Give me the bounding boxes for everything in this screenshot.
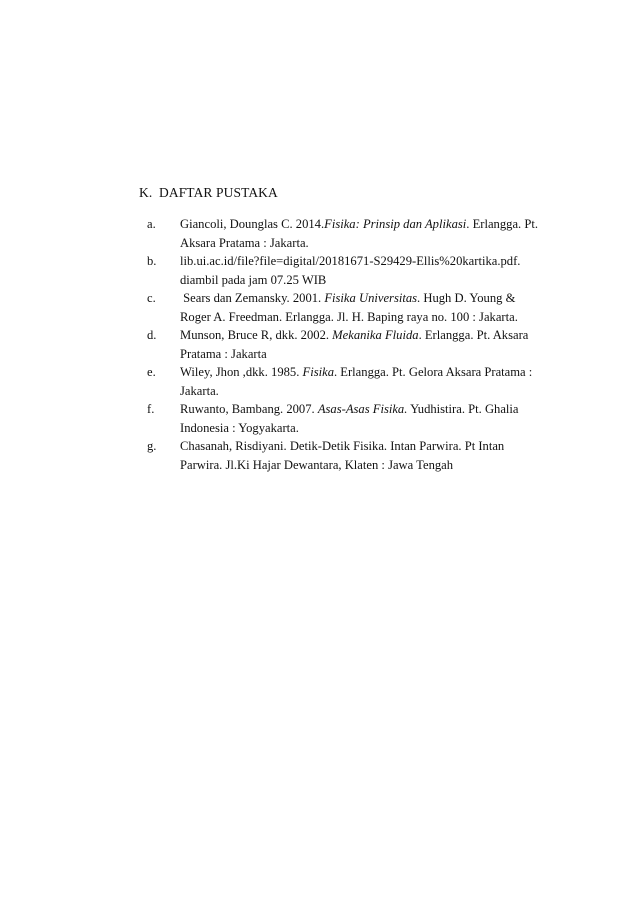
reference-author-year: Wiley, Jhon ,dkk. 1985. (180, 365, 303, 379)
reference-line: diambil pada jam 07.25 WIB (180, 272, 327, 287)
reference-line (180, 326, 559, 345)
reference-item-e (139, 363, 559, 400)
reference-title: Asas-Asas Fisika. (317, 402, 408, 416)
reference-item-a (139, 215, 559, 252)
reference-author-year: Giancoli, Dounglas C. 2014. (180, 217, 325, 231)
reference-line: Pratama : Jakarta (180, 346, 267, 361)
reference-line: Aksara Pratama : Jakarta. (180, 235, 309, 250)
reference-item-g (139, 437, 559, 474)
reference-letter: d. (147, 328, 157, 342)
reference-title: Mekanika Fluida (332, 328, 419, 342)
reference-list (139, 215, 559, 474)
reference-letter: b. (147, 254, 157, 268)
reference-item-c (139, 289, 559, 326)
reference-text (167, 215, 559, 252)
reference-author-year: Munson, Bruce R, dkk. 2002. (180, 328, 333, 342)
reference-line: lib.ui.ac.id/file?file=digital/20181671-S29429-Ellis%20kartika.pdf. (180, 254, 521, 268)
reference-item-b (139, 252, 559, 289)
reference-letter: f. (147, 402, 155, 416)
reference-text (167, 252, 559, 289)
reference-letter: g. (147, 439, 157, 453)
reference-author-year: Sears dan Zemansky. 2001. (180, 291, 325, 305)
reference-publisher: . Erlangga. Pt. Gelora Aksara Pratama : (334, 365, 533, 379)
reference-publisher: Yudhistira. Pt. Ghalia (407, 402, 519, 416)
reference-publisher: . Hugh D. Young & (417, 291, 516, 305)
reference-line: Roger A. Freedman. Erlangga. Jl. H. Baping raya no. 100 : Jakarta. (180, 309, 518, 324)
reference-title: Fisika Universitas (324, 291, 418, 305)
reference-line: Jakarta. (180, 383, 219, 398)
reference-line: Parwira. Jl.Ki Hajar Dewantara, Klaten : Jawa Tengah (180, 457, 454, 472)
reference-text (167, 289, 559, 326)
reference-letter: c. (147, 291, 156, 305)
section-heading (139, 183, 559, 203)
reference-text (167, 326, 559, 363)
reference-letter: a. (147, 217, 156, 231)
reference-title: Fisika (302, 365, 334, 379)
reference-line: Indonesia : Yogyakarta. (180, 420, 299, 435)
reference-publisher: . Erlangga. Pt. Aksara (418, 328, 529, 342)
reference-title: Fisika: Prinsip dan Aplikasi (324, 217, 467, 231)
section-title: DAFTAR PUSTAKA (159, 185, 278, 200)
reference-text (167, 400, 559, 437)
reference-line (180, 289, 559, 308)
reference-item-f (139, 400, 559, 437)
reference-line (180, 400, 559, 419)
reference-line (180, 215, 559, 234)
reference-text (167, 437, 559, 474)
reference-line: Chasanah, Risdiyani. Detik-Detik Fisika. Intan Parwira. Pt Intan (180, 439, 505, 453)
reference-letter: e. (147, 365, 156, 379)
reference-line (180, 363, 559, 382)
section-marker: K. (139, 185, 153, 200)
reference-item-d (139, 326, 559, 363)
reference-text (167, 363, 559, 400)
reference-author-year: Ruwanto, Bambang. 2007. (180, 402, 318, 416)
bibliography-section (139, 183, 559, 474)
reference-publisher: . Erlangga. Pt. (466, 217, 538, 231)
